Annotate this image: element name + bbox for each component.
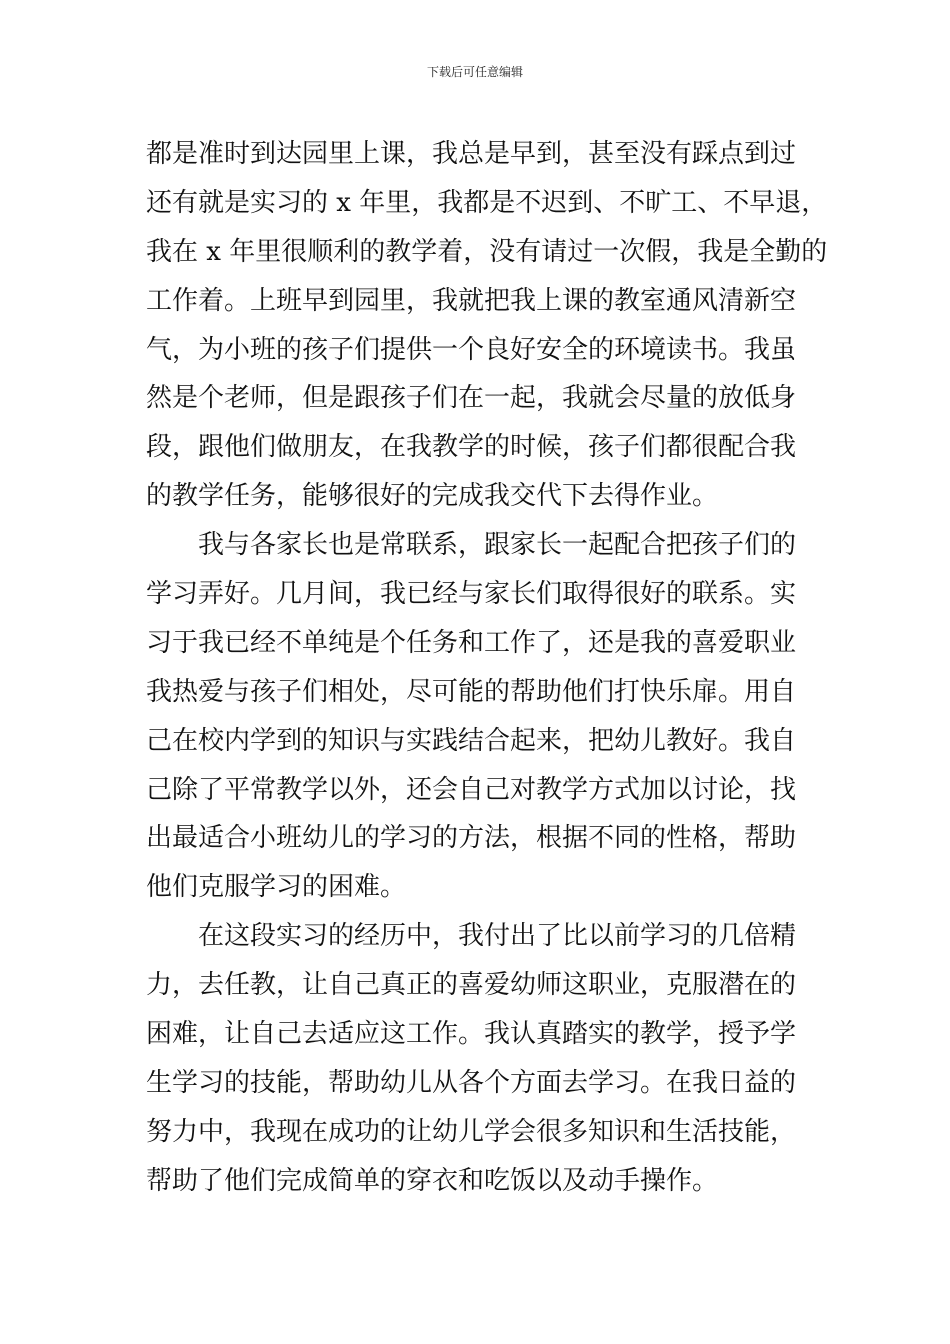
text-line: 段，跟他们做朋友，在我教学的时候，孩子们都很配合我	[146, 432, 797, 463]
paragraph-first-line: 我与各家长也是常联系，跟家长一起配合把孩子们的	[198, 530, 797, 561]
text-line: 出最适合小班幼儿的学习的方法，根据不同的性格，帮助	[146, 823, 797, 854]
text-line: 的教学任务，能够很好的完成我交代下去得作业。	[146, 481, 719, 512]
text-line: 都是准时到达园里上课，我总是早到，甚至没有踩点到过	[146, 139, 797, 169]
text-line: 他们克服学习的困难。	[146, 872, 407, 903]
text-line: 己除了平常教学以外，还会自己对教学方式加以讨论，找	[146, 774, 797, 805]
text-line: 我在 x 年里很顺利的教学着，没有请过一次假，我是全勤的	[146, 236, 828, 267]
text-line: 困难，让自己去适应这工作。我认真踏实的教学，授予学	[146, 1019, 797, 1050]
text-line: 我热爱与孩子们相处，尽可能的帮助他们打快乐扉。用自	[146, 676, 797, 707]
text-line: 习于我已经不单纯是个任务和工作了，还是我的喜爱职业	[146, 627, 797, 658]
paragraph-first-line: 在这段实习的经历中，我付出了比以前学习的几倍精	[198, 921, 797, 952]
text-line: 学习弄好。几月间，我已经与家长们取得很好的联系。实	[146, 579, 797, 610]
text-line: 己在校内学到的知识与实践结合起来，把幼儿教好。我自	[146, 725, 797, 756]
text-line: 力，去任教，让自己真正的喜爱幼师这职业，克服潜在的	[146, 970, 797, 1001]
text-line: 然是个老师，但是跟孩子们在一起，我就会尽量的放低身	[146, 383, 797, 414]
text-line: 气，为小班的孩子们提供一个良好安全的环境读书。我虽	[146, 334, 797, 365]
text-line: 工作着。上班早到园里，我就把我上课的教室通风清新空	[146, 285, 797, 316]
text-line: 生学习的技能，帮助幼儿从各个方面去学习。在我日益的	[146, 1067, 797, 1098]
text-line: 帮助了他们完成简单的穿衣和吃饭以及动手操作。	[146, 1165, 719, 1196]
document-body	[146, 130, 828, 1206]
page-header: 下载后可任意编辑	[426, 65, 523, 79]
text-line: 努力中，我现在成功的让幼儿学会很多知识和生活技能，	[146, 1116, 797, 1147]
text-line: 还有就是实习的 x 年里，我都是不迟到、不旷工、不早退，	[146, 187, 828, 218]
